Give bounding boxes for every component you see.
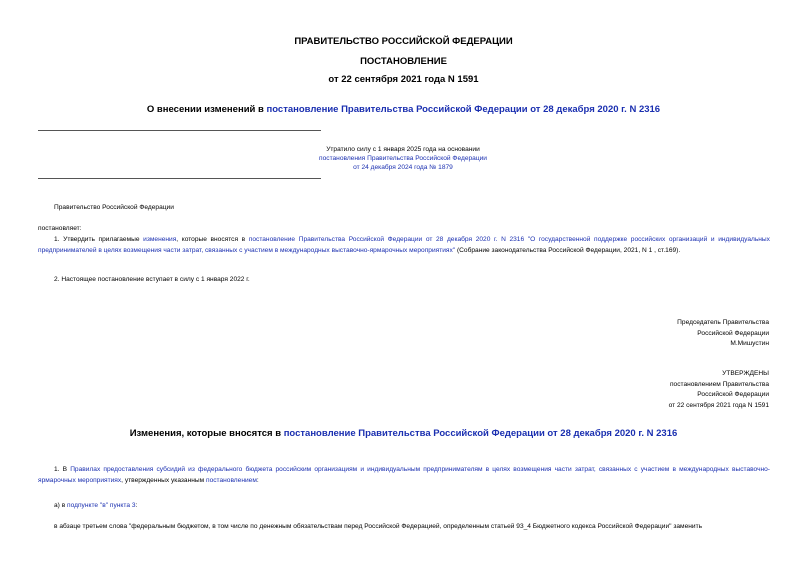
change-item-a	[54, 501, 137, 510]
approved-block	[669, 369, 769, 411]
paragraph-1	[38, 235, 770, 256]
repeal-notice	[250, 145, 556, 172]
repeal-notice-link-2[interactable]: от 24 декабря 2024 года № 1879	[353, 164, 453, 171]
paragraph-1-text-a: 1. Утвердить прилагаемые	[54, 236, 144, 243]
changes-title-link[interactable]: постановление Правительства Российской Федерации от 28 декабря 2020 г. N 2316	[283, 428, 678, 439]
resolution-2316-link[interactable]: постановление Правительства Российской Федерации от 28 декабря 2020 г. N 2316 "О государственной поддержке российских организаций и индивидуальных предпринимателей в целях возмещения части затрат, связанных с участием в международных выставочно-ярмарочных мероприятиях"	[38, 236, 770, 254]
change-item-a-text-b: :	[135, 502, 138, 509]
changes-link[interactable]: изменения	[143, 236, 177, 243]
approved-line-3: Российской Федерации	[697, 391, 769, 398]
change-item-1-text-b: , утвержденных указанным	[121, 476, 206, 484]
change-item-1-text-c: :	[256, 476, 259, 484]
signature-block	[677, 318, 769, 350]
change-item-a-text-a: а) в	[54, 502, 68, 509]
approved-heading: УТВЕРЖДЕНЫ	[722, 370, 769, 377]
paragraph-2: 2. Настоящее постановление вступает в силу с 1 января 2022 г.	[54, 276, 250, 283]
signature-name: М.Мишустин	[730, 340, 769, 347]
changes-title	[0, 428, 807, 439]
government-heading: ПРАВИТЕЛЬСТВО РОССИЙСКОЙ ФЕДЕРАЦИИ	[294, 36, 513, 47]
change-item-1-text-a: 1. В	[54, 466, 71, 473]
document-title-prefix: О внесении изменений в	[146, 104, 267, 115]
document-type: ПОСТАНОВЛЕНИЕ	[360, 56, 447, 67]
signature-country: Российской Федерации	[697, 329, 769, 337]
gov-rf-text: Правительство Российской Федерации	[54, 204, 174, 211]
repeal-notice-text: Утратило силу с 1 января 2025 года на основании	[326, 146, 480, 153]
approved-line-4: от 22 сентября 2021 года N 1591	[668, 401, 769, 409]
document-title	[0, 104, 807, 115]
subparagraph-v-link[interactable]: подпункте "в" пункта 3	[67, 502, 136, 509]
notice-top-rule	[38, 130, 321, 131]
abzac-text: в абзаце третьем слова "федеральным бюджетом, в том числе по денежным обязательствам перед Российской Федерацией, определенным статьей 93_4 Бюджетного кодекса Российской Федерации" заменить	[54, 523, 703, 530]
signature-title: Председатель Правительства	[677, 319, 769, 326]
subsidy-rules-link[interactable]: Правилах предоставления субсидий из федерального бюджета российским организациям и индивидуальным предпринимателям в целях возмещения части затрат, связанных с участием в международных выставочно-ярмарочных мероприятиях	[38, 466, 771, 484]
paragraph-1-text-c: (Собрание законодательства Российской Федерации, 2021, N 1 , ст.169).	[455, 246, 681, 254]
approved-line-2: постановлением Правительства	[669, 380, 769, 388]
postanovlyaet-text: постановляет:	[38, 225, 82, 232]
repeal-notice-link-1[interactable]: постановления Правительства Российской Федерации	[319, 155, 487, 162]
change-item-1	[38, 465, 770, 486]
changes-title-prefix: Изменения, которые вносятся в	[129, 428, 284, 439]
postanovlenie-link[interactable]: постановлением	[206, 476, 257, 484]
notice-bottom-rule	[38, 178, 321, 179]
document-date-number: от 22 сентября 2021 года N 1591	[328, 74, 479, 85]
paragraph-1-text-b: , которые вносятся в	[176, 236, 249, 243]
document-title-link[interactable]: постановление Правительства Российской Федерации от 28 декабря 2020 г. N 2316	[266, 104, 661, 115]
